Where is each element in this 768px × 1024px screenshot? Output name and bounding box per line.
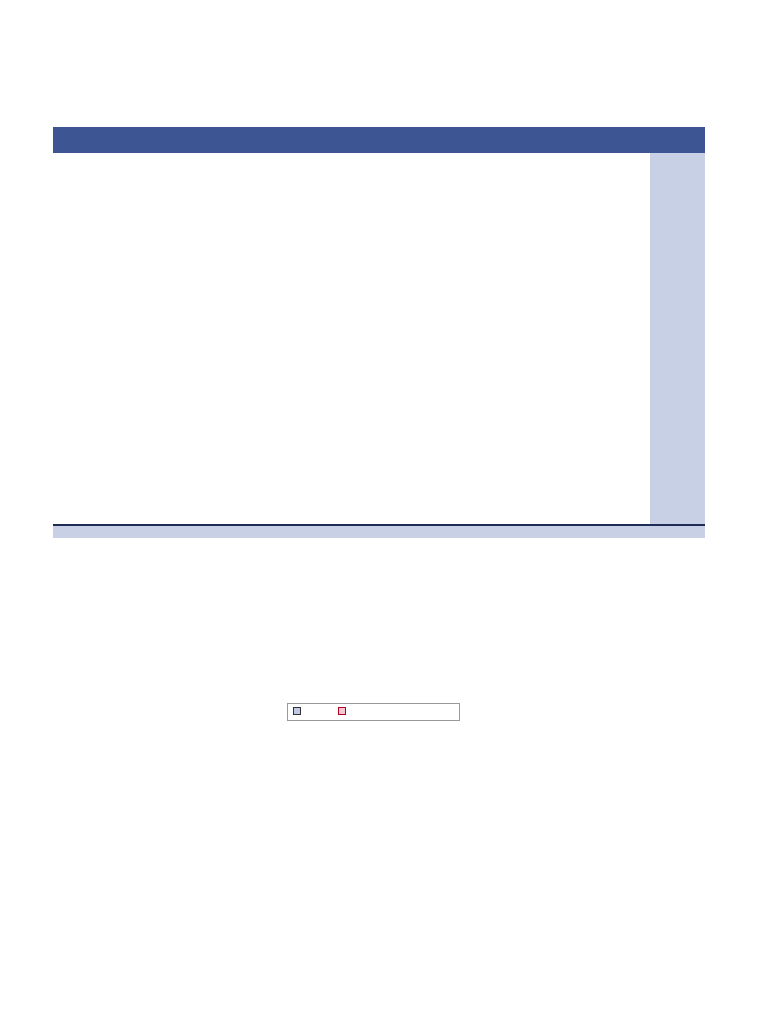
expense-table [53, 127, 705, 538]
legend-budget [293, 704, 304, 720]
table-header [53, 127, 705, 153]
legend-expense-total [338, 704, 349, 720]
subtotal-column [650, 153, 705, 524]
chart-legend [287, 703, 460, 721]
expense-total-row [53, 524, 705, 538]
budget-vs-spent-chart [0, 720, 768, 1024]
